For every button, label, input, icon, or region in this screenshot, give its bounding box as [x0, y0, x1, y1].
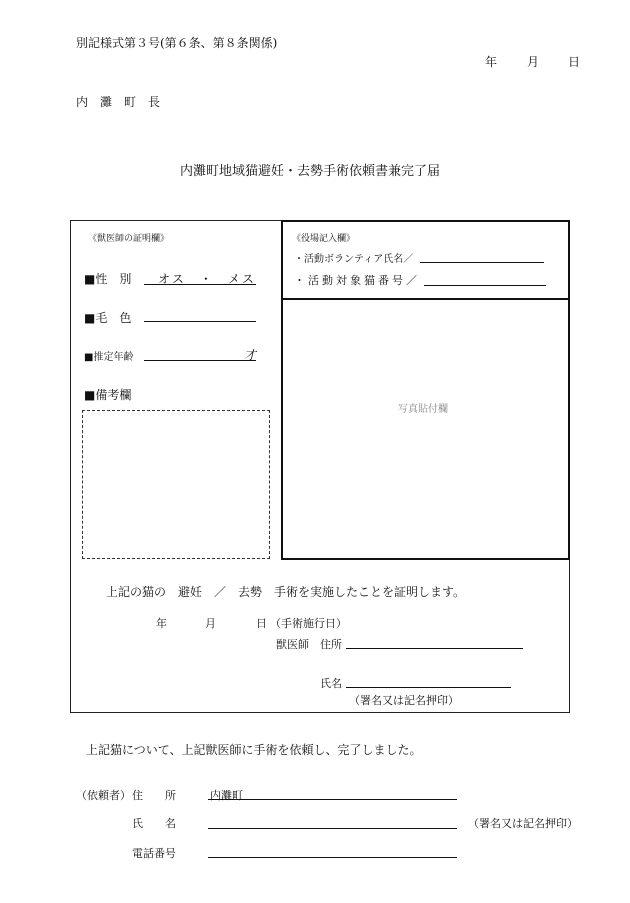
header-date-month: 月	[527, 55, 540, 69]
sex-value[interactable]: オス ・ メス	[158, 272, 256, 286]
cert-date-note: （手術施行日）	[270, 617, 347, 630]
header-date-year: 年	[485, 55, 498, 69]
requester-name-label: 氏 名	[132, 817, 176, 830]
cat-number-label: ・活動対象猫番号／	[294, 274, 420, 287]
form-number: 別記様式第３号(第６条、第８条関係)	[76, 36, 278, 50]
requester-seal-note: （署名又は記名押印）	[468, 817, 578, 830]
photo-label: 写真貼付欄	[398, 404, 448, 415]
sex-label: ■性 別	[84, 272, 132, 286]
sex-underline	[144, 284, 256, 285]
vet-name-label: 氏名	[320, 677, 342, 690]
document-title: 内灘町地域猫避妊・去勢手術依頼書兼完了届	[180, 164, 441, 179]
coat-color-field[interactable]	[144, 321, 256, 322]
volunteer-name-label: ・活動ボランティア氏名／	[294, 254, 414, 265]
cat-number-field[interactable]	[424, 285, 546, 286]
vet-address-field[interactable]	[346, 648, 523, 649]
requester-label: （依頼者）	[76, 789, 131, 802]
age-unit: 才	[244, 348, 257, 362]
header-date-day: 日	[568, 55, 581, 69]
certification-statement: 上記の猫の 避妊 ／ 去勢 手術を実施したことを証明します。	[106, 585, 466, 599]
vet-seal-note: （署名又は記名押印）	[349, 694, 459, 707]
vet-name-field[interactable]	[346, 687, 511, 688]
requester-phone-label: 電話番号	[132, 847, 176, 860]
vet-section-label: 《獣医師の証明欄》	[88, 234, 170, 244]
requester-address-value[interactable]: 内灘町	[210, 789, 243, 802]
cert-date-day: 日	[256, 617, 267, 630]
coat-color-label: ■毛 色	[84, 311, 132, 325]
requester-address-label: 住 所	[132, 789, 176, 802]
requester-phone-field[interactable]	[208, 857, 457, 858]
estimated-age-field[interactable]	[144, 360, 256, 361]
requester-name-field[interactable]	[208, 828, 457, 829]
completion-statement: 上記猫について、上記獣医師に手術を依頼し、完了しました。	[86, 743, 422, 757]
cert-date-month: 月	[205, 617, 216, 630]
cert-date-year: 年	[156, 617, 167, 630]
estimated-age-label: ■推定年齢	[84, 352, 134, 363]
addressee: 内 灘 町 長	[76, 95, 161, 109]
vet-address-label: 獣医師 住所	[276, 638, 342, 651]
remarks-box[interactable]	[82, 410, 270, 559]
office-section-label: 《役場記入欄》	[292, 234, 356, 244]
volunteer-name-field[interactable]	[420, 262, 544, 263]
requester-address-field	[208, 799, 457, 800]
photo-box	[281, 298, 570, 560]
remarks-label: ■備考欄	[84, 388, 132, 402]
